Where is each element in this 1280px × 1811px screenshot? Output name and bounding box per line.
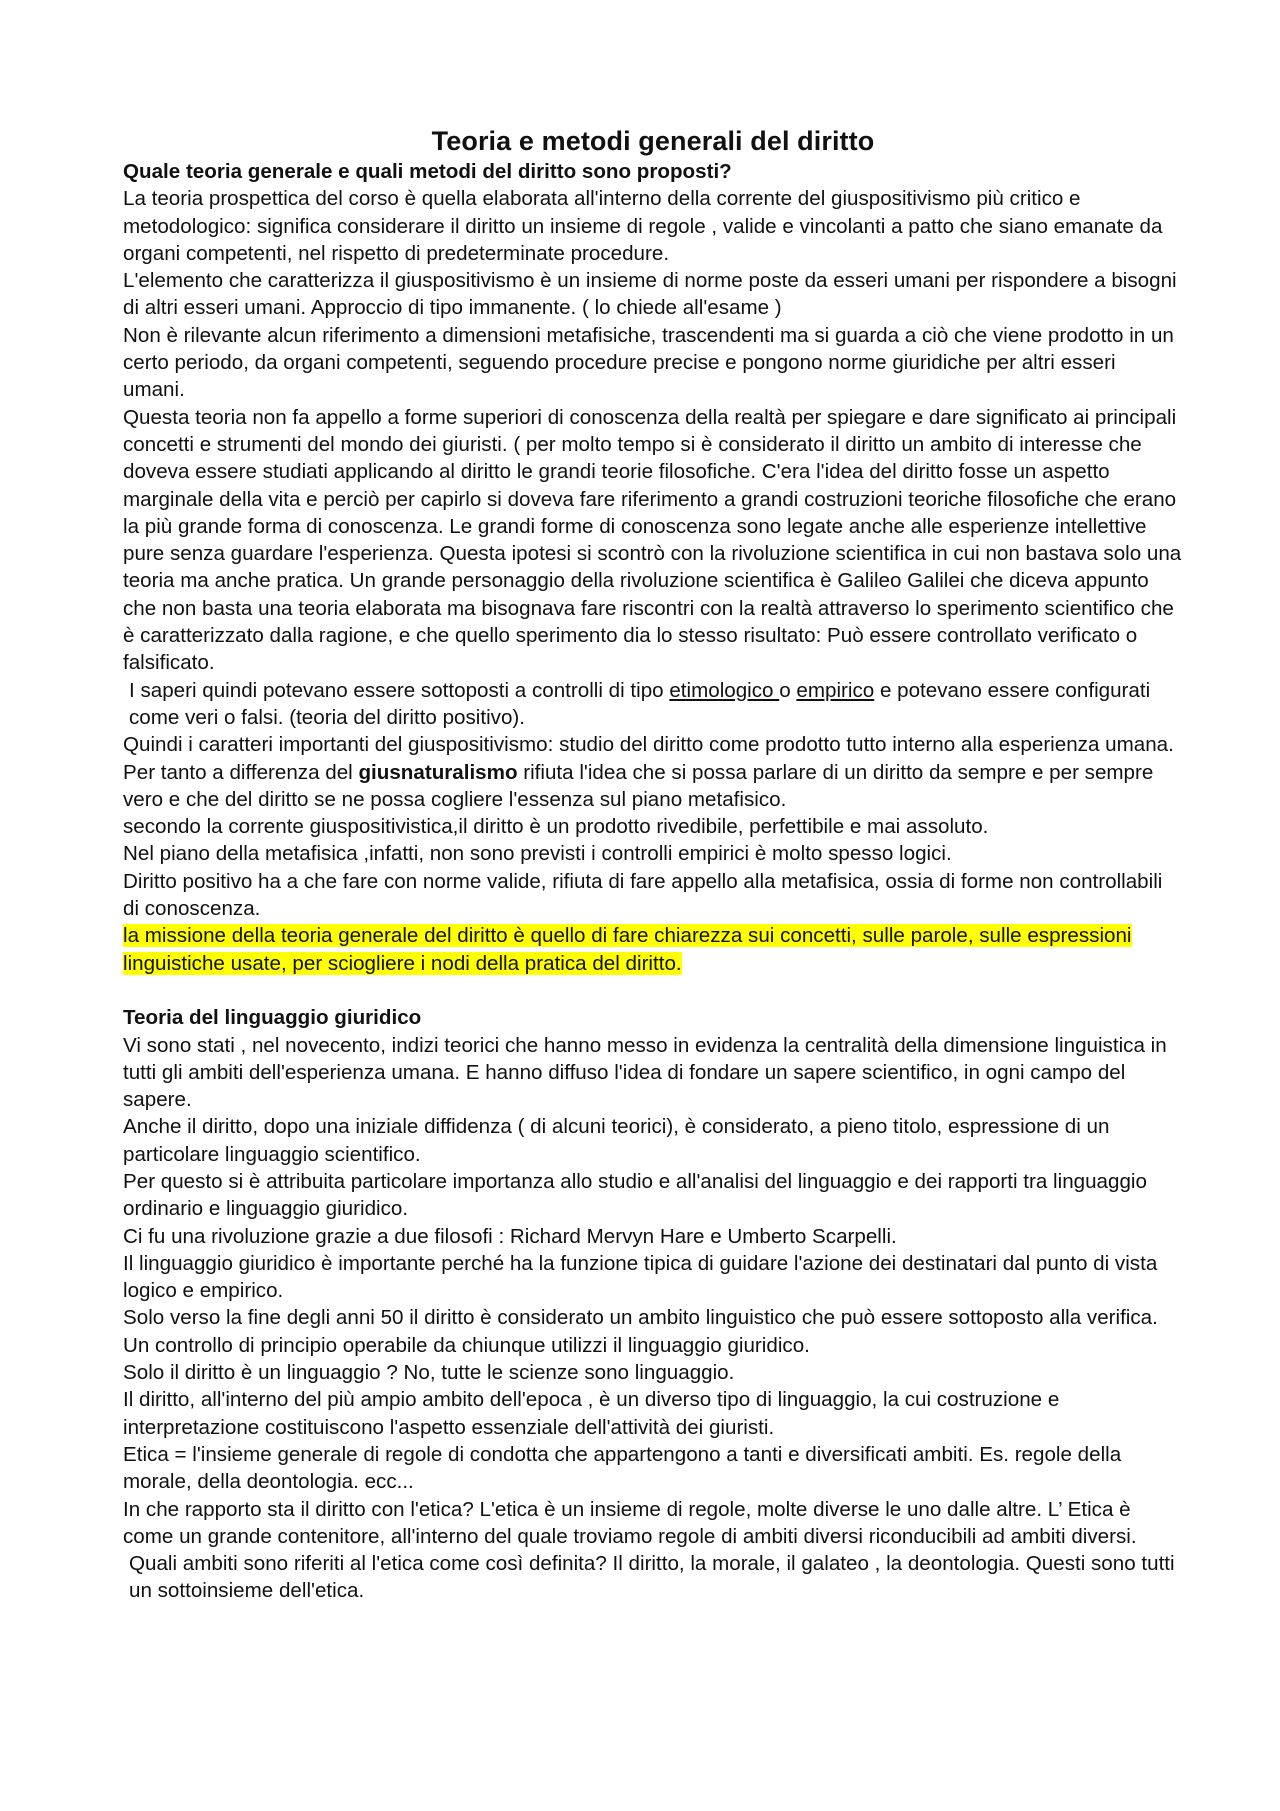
paragraph: Questa teoria non fa appello a forme superiori di conoscenza della realtà per spiegare e dare significato ai principali concetti e strumenti del mondo dei giuristi. ( per molto tempo si è considerato il diritto un ambito di interesse che doveva essere studiati applicando al diritto le grandi teorie filosofiche. C'era l'idea del diritto fosse un aspetto marginale della vita e perciò per capirlo si doveva fare riferimento a grandi costruzioni teoriche filosofiche che erano la più grande forma di conoscenza. Le grandi forme di conoscenza sono legate anche alle esperienze intellettive pure senza guardare l'esperienza. Questa ipotesi si scontrò con la rivoluzione scientifica in cui non bastava solo una teoria ma anche pratica. Un grande personaggio della rivoluzione scientifica è Galileo Galilei che diceva appunto che non basta una teoria elaborata ma bisognava fare riscontri con la realtà attraverso lo sperimento scientifico che è caratterizzato dalla ragione, e che quello sperimento dia lo stesso risultato: Può essere controllato verificato o falsificato. (123, 405, 1182, 675)
paragraph: Per questo si è attribuita particolare importanza allo studio e all'analisi del linguaggio e dei rapporti tra linguaggio ordinario e linguaggio giuridico. (123, 1169, 1147, 1221)
paragraph: Nel piano della metafisica ,infatti, non sono previsti i controlli empirici è molto spesso logici. (123, 842, 952, 866)
paragraph: Solo verso la fine degli anni 50 il diritto è considerato un ambito linguistico che può essere sottoposto alla verifica. Un controllo di principio operabile da chiunque utilizzi il linguaggio giuridico. (123, 1306, 1158, 1357)
highlighted-paragraph (123, 922, 1183, 977)
paragraph: L'elemento che caratterizza il giuspositivismo è un insieme di norme poste da esseri umani per rispondere a bisogni di altri esseri umani. Approccio di tipo immanente. ( lo chiede all'esame ) (123, 269, 1177, 320)
underlined-term-etimologico: etimologico (669, 678, 780, 702)
document-page (123, 124, 1183, 1605)
highlighted-text: la missione della teoria generale del diritto è quello di fare chiarezza sui concetti, sulle parole, sulle espressioni linguistiche usate, per sciogliere i nodi della pratica del diritto. (123, 924, 1132, 975)
paragraph: La teoria prospettica del corso è quella elaborata all'interno della corrente del giuspositivismo più critico e metodologico: significa considerare il diritto un insieme di regole , valide e vincolanti a patto che siano emanate da organi competenti, nel rispetto di predeterminate procedure. (123, 187, 1163, 265)
paragraph: Diritto positivo ha a che fare con norme valide, rifiuta di fare appello alla metafisica, ossia di forme non controllabili di conoscenza. (123, 869, 1163, 921)
text-run: e potevano essere configurati come veri o falsi. (teoria del diritto positivo). (129, 678, 1151, 729)
paragraph: secondo la corrente giuspositivistica,il diritto è un prodotto rivedibile, perfettibile e mai assoluto. (123, 815, 989, 839)
paragraph-giuspositivismo (123, 731, 1183, 813)
paragraph: Il linguaggio giuridico è importante perché ha la funzione tipica di guidare l'azione dei destinatari dal punto di vista logico e empirico. (123, 1251, 1158, 1303)
document-title: Teoria e metodi generali del diritto (431, 126, 875, 156)
paragraph: Etica = l'insieme generale di regole di condotta che appartengono a tanti e diversificati ambiti. Es. regole della morale, della deontologia. ecc... (123, 1442, 1122, 1494)
paragraph: Ci fu una rivoluzione grazie a due filosofi : Richard Mervyn Hare e Umberto Scarpelli. (123, 1224, 897, 1248)
section-heading-legal-language: Teoria del linguaggio giuridico (123, 1006, 422, 1030)
paragraph: Anche il diritto, dopo una iniziale diffidenza ( di alcuni teorici), è considerato, a pieno titolo, espressione di un particolare linguaggio scientifico. (123, 1115, 1110, 1166)
text-run: rifiuta l'idea che si possa parlare di un diritto da sempre e per sempre vero e che del diritto se ne possa cogliere l'essenza sul piano metafisico. (123, 760, 1154, 811)
text-run: Quindi i caratteri importanti del giuspositivismo: studio del diritto come prodotto tutto interno alla esperienza umana. Per tanto a differenza del (123, 733, 1174, 784)
underlined-term-empirico: empirico (796, 678, 875, 702)
section-heading-theory-methods: Quale teoria generale e quali metodi del diritto sono proposti? (123, 160, 732, 183)
paragraph: Il diritto, all'interno del più ampio ambito dell'epoca , è un diverso tipo di linguaggio, la cui costruzione e interpretazione costituiscono l'aspetto essenziale dell'attività dei giuristi. (123, 1388, 1060, 1439)
bold-term-giusnaturalismo: giusnaturalismo (358, 760, 518, 784)
paragraph: Quali ambiti sono riferiti al l'etica come così definita? Il diritto, la morale, il galateo , la deontologia. Questi sono tutti un sottoinsieme dell'etica. (129, 1552, 1175, 1603)
paragraph: Non è rilevante alcun riferimento a dimensioni metafisiche, trascendenti ma si guarda a ciò che viene prodotto in un certo periodo, da organi competenti, seguendo procedure precise e pongono norme giuridiche per altri esseri umani. (123, 323, 1174, 402)
text-run: o (779, 678, 797, 702)
text-run: I saperi quindi potevano essere sottoposti a controlli di tipo (129, 678, 670, 702)
blank-line (123, 977, 1183, 1004)
paragraph-controls (123, 677, 1183, 732)
paragraph: In che rapporto sta il diritto con l'etica? L'etica è un insieme di regole, molte diverse le uno dalle altre. L’ Etica è come un grande contenitore, all'interno del quale troviamo regole di ambiti diversi riconducibili ad ambiti diversi. (123, 1497, 1137, 1548)
paragraph: Vi sono stati , nel novecento, indizi teorici che hanno messo in evidenza la centralità della dimensione linguistica in tutti gli ambiti dell'esperienza umana. E hanno diffuso l'idea di fondare un sapere scientifico, in ogni campo del sapere. (123, 1033, 1167, 1112)
paragraph: Solo il diritto è un linguaggio ? No, tutte le scienze sono linguaggio. (123, 1361, 735, 1385)
